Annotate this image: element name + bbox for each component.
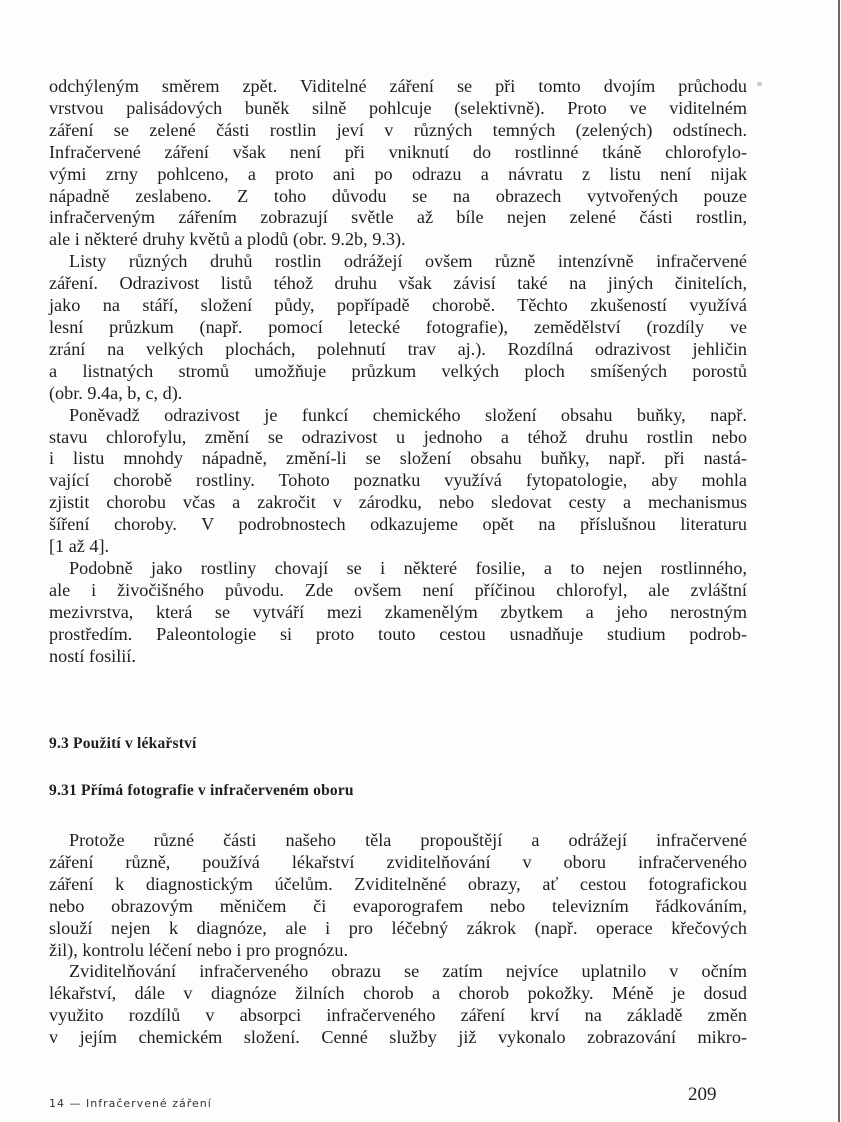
- scan-edge: [838, 0, 840, 1122]
- text-line: Protože různé části našeho těla propouštějí a odrážejí infračervené: [69, 830, 747, 850]
- text-line: prostředím. Paleontologie si proto touto cestou usnadňuje studium podrob-: [49, 623, 747, 644]
- text-line: ale i živočišného původu. Zde ovšem není příčinou chlorofyl, ale zvláštní: [49, 579, 747, 600]
- text-line: vrstvou palisádových buněk silně pohlcuje (selektivně). Proto ve viditelném: [49, 97, 747, 118]
- text-line: nebo obrazovým měničem či evaporografem nebo televizním řádkováním,: [49, 895, 747, 916]
- text-line: ností fosilií.: [49, 645, 136, 666]
- text-line: (obr. 9.4a, b, c, d).: [49, 382, 183, 403]
- footer-signature: 14 — Infračervené záření: [49, 1097, 212, 1110]
- text-line: a listnatých stromů umožňuje průzkum velkých ploch smíšených porostů: [49, 360, 747, 381]
- subsection-heading-9-31: 9.31 Přímá fotografie v infračerveném oboru: [49, 782, 354, 799]
- text-line: lesní průzkum (např. pomocí letecké fotografie), zemědělství (rozdíly ve: [49, 316, 747, 337]
- text-line: Zviditelňování infračerveného obrazu se zatím nejvíce uplatnilo v očním: [69, 961, 747, 982]
- text-line: odchýleným směrem zpět. Viditelné záření se při tomto dvojím průchodu: [49, 76, 747, 96]
- text-line: infračerveným zářením zobrazují světle až bíle nejen zelené části rostlin,: [49, 207, 747, 228]
- text-line: nápadně zeslabeno. Z toho důvodu se na obrazech vytvořených pouze: [49, 185, 747, 206]
- text-line: využito rozdílů v absorpci infračerveného záření krví na základě změn: [49, 1005, 747, 1026]
- text-line: jako na stáří, složení půdy, popřípadě chorobě. Těchto zkušeností využívá: [49, 295, 747, 316]
- text-line: Listy různých druhů rostlin odrážejí ovšem různě intenzívně infračervené: [69, 251, 747, 272]
- text-line: záření se zelené části rostlin jeví v různých temných (zelených) odstínech.: [49, 119, 747, 140]
- text-line: mezivrstva, která se vytváří mezi zkamenělým zbytkem a jeho nerostným: [49, 601, 747, 622]
- scan-speck: [757, 82, 762, 86]
- body-text-section-b: [49, 830, 747, 1049]
- text-line: i listu mnohdy nápadně, změní-li se složení obsahu buňky, např. při nastá-: [49, 448, 747, 469]
- text-line: slouží nejen k diagnóze, ale i pro léčebný zákrok (např. operace křečových: [49, 917, 747, 938]
- text-line: vající chorobě rostliny. Tohoto poznatku využívá fytopatologie, aby mohla: [49, 470, 747, 491]
- text-line: [1 až 4].: [49, 536, 110, 557]
- body-text-section-a: [49, 76, 747, 667]
- text-line: stavu chlorofylu, změní se odrazivost u jednoho a téhož druhu rostlin nebo: [49, 426, 747, 447]
- text-line: záření různě, používá lékařství zviditelňování v oboru infračerveného: [49, 851, 747, 872]
- text-line: lékařství, dále v diagnóze žilních chorob a chorob pokožky. Méně je dosud: [49, 983, 747, 1004]
- page-number: 209: [688, 1084, 717, 1105]
- text-line: záření k diagnostickým účelům. Zviditelněné obrazy, ať cestou fotografickou: [49, 873, 747, 894]
- text-line: zjistit chorobu včas a zakročit v zárodku, nebo sledovat cesty a mechanismus: [49, 492, 747, 513]
- text-line: záření. Odrazivost listů téhož druhu však závisí také na jiných činitelích,: [49, 273, 747, 294]
- text-line: žil), kontrolu léčení nebo i pro prognózu.: [49, 939, 349, 960]
- text-line: zrání na velkých plochách, polehnutí trav aj.). Rozdílná odrazivost jehličin: [49, 338, 747, 359]
- section-heading-9-3: 9.3 Použití v lékařství: [49, 735, 197, 752]
- text-line: šíření choroby. V podrobnostech odkazujeme opět na příslušnou literaturu: [49, 514, 747, 535]
- text-line: ale i některé druhy květů a plodů (obr. 9.2b, 9.3).: [49, 229, 406, 250]
- text-line: Poněvadž odrazivost je funkcí chemického složení obsahu buňky, např.: [69, 404, 747, 425]
- text-line: Infračervené záření však není při vniknutí do rostlinné tkáně chlorofylo-: [49, 141, 747, 162]
- text-line: vými zrny pohlceno, a proto ani po odrazu a návratu z listu není nijak: [49, 163, 747, 184]
- text-line: v jejím chemickém složení. Cenné služby již vykonalo zobrazování mikro-: [49, 1027, 747, 1048]
- text-line: Podobně jako rostliny chovají se i některé fosilie, a to nejen rostlinného,: [69, 557, 747, 578]
